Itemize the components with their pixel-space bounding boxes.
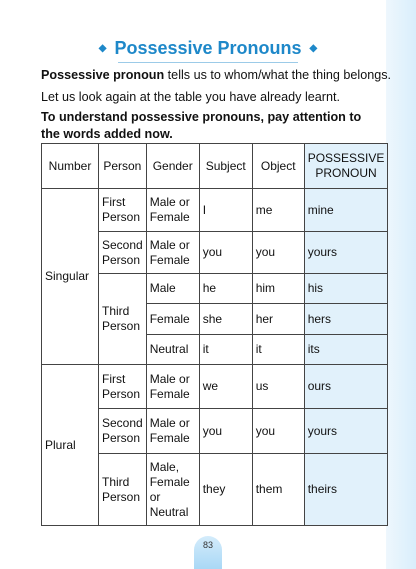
possessive-cell: mine xyxy=(304,189,388,232)
object-cell: him xyxy=(252,274,304,304)
possessive-cell: yours xyxy=(304,232,388,274)
subject-cell: we xyxy=(199,365,252,409)
possessive-cell: its xyxy=(304,335,388,365)
person-cell: First Person xyxy=(99,365,147,409)
subject-cell: they xyxy=(199,454,252,526)
gender-cell: Male or Female xyxy=(146,409,199,454)
object-cell: us xyxy=(252,365,304,409)
table-row xyxy=(42,189,388,232)
header-number: Number xyxy=(42,144,99,189)
header-subject: Subject xyxy=(199,144,252,189)
object-cell: it xyxy=(252,335,304,365)
gender-cell: Male xyxy=(146,274,199,304)
possessive-cell: theirs xyxy=(304,454,388,526)
person-cell: First Person xyxy=(99,189,147,232)
title-underline xyxy=(118,62,298,63)
person-cell: Third Person xyxy=(99,454,147,526)
object-cell: them xyxy=(252,454,304,526)
definition-text: tells us to whom/what the thing belongs. xyxy=(164,68,392,82)
page-title: Possessive Pronouns xyxy=(114,38,302,58)
table-header-row xyxy=(42,144,388,189)
possessive-cell: ours xyxy=(304,365,388,409)
possessive-cell: yours xyxy=(304,409,388,454)
subject-cell: he xyxy=(199,274,252,304)
page-title-row xyxy=(0,38,416,59)
pronoun-table xyxy=(41,143,388,526)
possessive-cell: his xyxy=(304,274,388,304)
page-number: 83 xyxy=(194,536,222,569)
number-singular: Singular xyxy=(42,189,99,365)
gender-cell: Male or Female xyxy=(146,232,199,274)
header-gender: Gender xyxy=(146,144,199,189)
table-row xyxy=(42,365,388,409)
person-cell: Third Person xyxy=(99,274,147,365)
definition-term: Possessive pronoun xyxy=(41,68,165,82)
gender-cell: Male or Female xyxy=(146,365,199,409)
gender-cell: Male or Female xyxy=(146,189,199,232)
diamond-left-icon: ◆ xyxy=(98,43,107,54)
subject-cell: you xyxy=(199,232,252,274)
header-possessive: POSSESSIVE PRONOUN xyxy=(304,144,388,189)
diamond-right-icon: ◆ xyxy=(309,43,318,54)
header-person: Person xyxy=(99,144,147,189)
gender-cell: Neutral xyxy=(146,335,199,365)
possessive-cell: hers xyxy=(304,304,388,335)
object-cell: her xyxy=(252,304,304,335)
object-cell: you xyxy=(252,232,304,274)
definition-paragraph xyxy=(41,67,391,84)
object-cell: you xyxy=(252,409,304,454)
subject-cell: I xyxy=(199,189,252,232)
subject-cell: she xyxy=(199,304,252,335)
object-cell: me xyxy=(252,189,304,232)
intro-paragraph: Let us look again at the table you have already learnt. xyxy=(41,90,340,104)
gender-cell: Male, Female or Neutral xyxy=(146,454,199,526)
gender-cell: Female xyxy=(146,304,199,335)
subject-cell: it xyxy=(199,335,252,365)
number-plural: Plural xyxy=(42,365,99,526)
person-cell: Second Person xyxy=(99,232,147,274)
header-object: Object xyxy=(252,144,304,189)
instruction-paragraph: To understand possessive pronouns, pay attention to the words added now. xyxy=(41,110,362,141)
subject-cell: you xyxy=(199,409,252,454)
page-edge-band xyxy=(386,0,416,569)
person-cell: Second Person xyxy=(99,409,147,454)
